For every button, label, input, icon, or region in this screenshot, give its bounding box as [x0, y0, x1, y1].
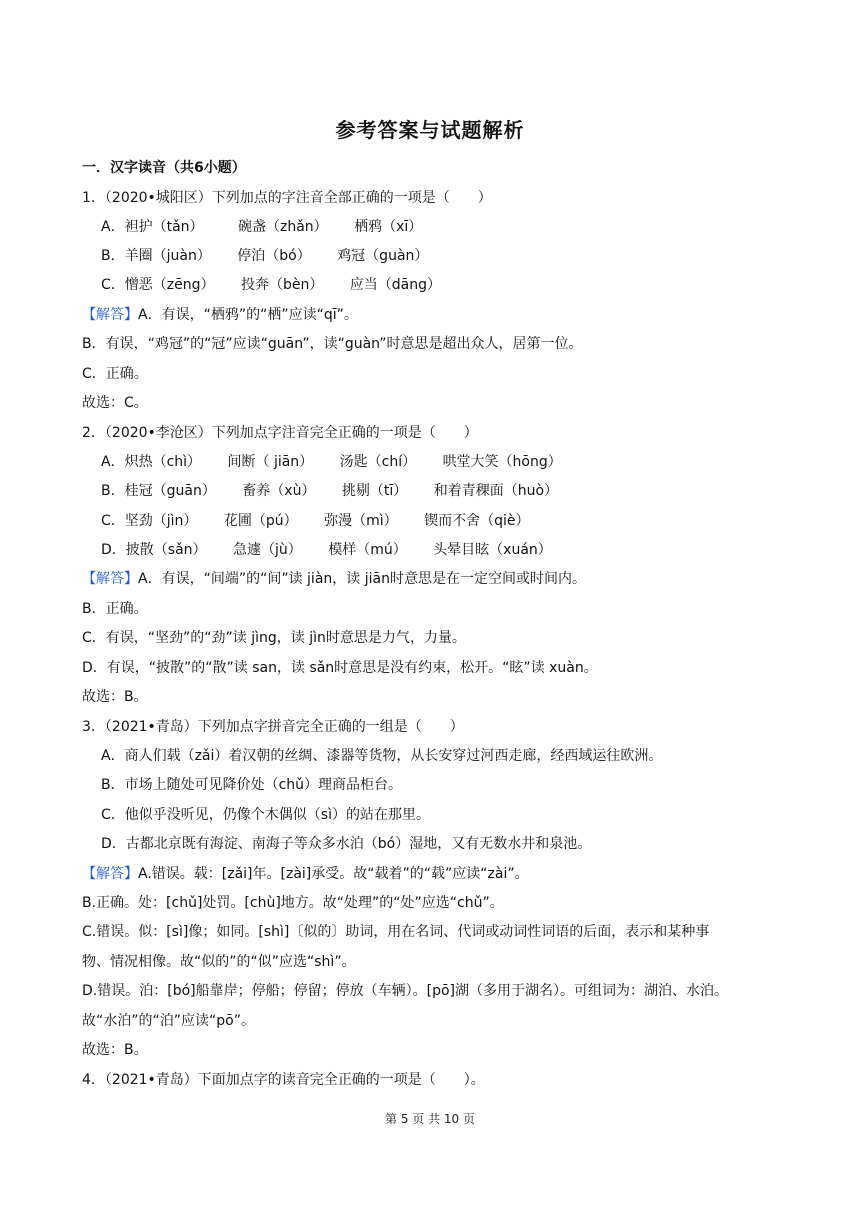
option-term: 模样（mú）: [328, 542, 407, 558]
option-term: 锲而不舍（qiè）: [424, 513, 530, 529]
question-3-answer-line: [82, 864, 529, 884]
option-term: B．羊圈（juàn）: [101, 248, 211, 264]
option-term: C．坚劲（jìn）: [101, 513, 198, 529]
option-term: 汤匙（chí）: [339, 454, 417, 470]
option-term: 碗盏（zhǎn）: [237, 219, 328, 235]
answer-text: C．有误，“坚劲”的“劲”读 jìng，读 jìn时意思是力气，力量。: [82, 630, 466, 646]
option-term: 哄堂大笑（hōng）: [442, 454, 562, 470]
answer-text: 故“水泊”的“泊”应读“pō”。: [82, 1013, 255, 1029]
page-title: 参考答案与试题解析: [335, 118, 525, 142]
option-term: 急遽（jù）: [232, 542, 302, 558]
option-term: 栖鸦（xī）: [354, 219, 423, 235]
answer-text: C.错误。似：[sì]像；如同。[shì]〔似的〕助词，用在名词、代词或动词性词语的后面，表示和某种事: [82, 924, 710, 940]
answer-conclusion: 故选：C。: [82, 395, 148, 411]
answer-tag: 【解答】: [82, 571, 138, 587]
option-term: 挑剔（tī）: [341, 483, 408, 499]
option-term: 弥漫（mì）: [324, 513, 398, 529]
answer-text: D．有误，“披散”的“散”读 san，读 sǎn时意思是没有约束，松开。“眩”读 xuàn。: [82, 660, 598, 676]
question-4-stem: 4．（2021•青岛）下面加点字的读音完全正确的一项是（ ）。: [82, 1072, 485, 1088]
option-term: 投奔（bèn）: [240, 277, 324, 293]
answer-text: 物、情况相像。故“似的”的“似”应选“shì”。: [82, 954, 356, 970]
option-term: 和着青稞面（huò）: [433, 483, 559, 499]
answer-text: A.错误。载：[zǎi]年。[zài]承受。故“载着”的“载”应读“zài”。: [138, 866, 529, 882]
answer-text: A．有误，“栖鸦”的“栖”应读“qī”。: [138, 307, 358, 323]
option-term: A．袒护（tǎn）: [101, 219, 204, 235]
answer-text: B．正确。: [82, 601, 148, 617]
option-term: 停泊（bó）: [237, 248, 311, 264]
question-2-option-d: [101, 540, 552, 560]
answer-tag: 【解答】: [82, 307, 138, 323]
option-term: 应当（dāng）: [349, 277, 442, 293]
question-2-answer-line: [82, 569, 586, 589]
option-term: B．桂冠（guān）: [101, 483, 216, 499]
question-3-stem: 3．（2021•青岛）下列加点字拼音完全正确的一组是（ ）: [82, 719, 464, 735]
question-2-option-a: [101, 452, 562, 472]
question-2-option-c: [101, 511, 529, 531]
question-2-stem: 2．（2020•李沧区）下列加点字注音完全正确的一项是（ ）: [82, 425, 478, 441]
question-3-option-c: C．他似乎没听见，仍像个木偶似（sì）的站在那里。: [101, 807, 430, 823]
answer-conclusion: 故选：B。: [82, 1042, 148, 1058]
option-term: A．炽热（chì）: [101, 454, 202, 470]
answer-text: A．有误，“间端”的“间”读 jiàn，读 jiān时意思是在一定空间或时间内。: [138, 571, 586, 587]
answer-tag: 【解答】: [82, 866, 138, 882]
question-1-answer-line: [82, 305, 358, 325]
answer-text: C．正确。: [82, 366, 148, 382]
answer-conclusion: 故选：B。: [82, 689, 148, 705]
question-3-option-d: D．古都北京既有海淀、南海子等众多水泊（bó）湿地，又有无数水井和泉池。: [101, 836, 592, 852]
section-heading: 一．汉字读音（共6小题）: [82, 160, 246, 176]
question-2-option-b: [101, 481, 558, 501]
option-term: 头晕目眩（xuán）: [433, 542, 552, 558]
answer-text: B．有误，“鸡冠”的“冠”应读“guān”，读“guàn”时意思是超出众人，居第一位。: [82, 336, 583, 352]
option-term: C．憎恶（zēng）: [101, 277, 215, 293]
question-3-option-b: B．市场上随处可见降价处（chǔ）理商品柜台。: [101, 777, 403, 793]
option-term: 畜养（xù）: [242, 483, 316, 499]
question-1-option-c: [101, 275, 441, 295]
question-1-stem: 1．（2020•城阳区）下列加点的字注音全部正确的一项是（ ）: [82, 190, 492, 206]
option-term: 花圃（pú）: [223, 513, 298, 529]
page-footer: 第 5 页 共 10 页: [385, 1112, 475, 1126]
question-3-option-a: A．商人们载（zǎi）着汉朝的丝绸、漆器等货物，从长安穿过河西走廊，经西域运往欧洲。: [101, 748, 663, 764]
option-term: 鸡冠（guàn）: [337, 248, 429, 264]
option-term: D．披散（sǎn）: [101, 542, 207, 558]
option-term: 间断（ jiān）: [227, 454, 314, 470]
answer-text: D.错误。泊：[bó]船靠岸；停船；停留；停放（车辆）。[pō]湖（多用于湖名）。可组词为：湖泊、水泊。: [82, 983, 728, 999]
question-1-option-a: [101, 217, 422, 237]
question-1-option-b: [101, 246, 428, 266]
answer-text: B.正确。处：[chǔ]处罚。[chù]地方。故“处理”的“处”应选“chǔ”。: [82, 895, 504, 911]
